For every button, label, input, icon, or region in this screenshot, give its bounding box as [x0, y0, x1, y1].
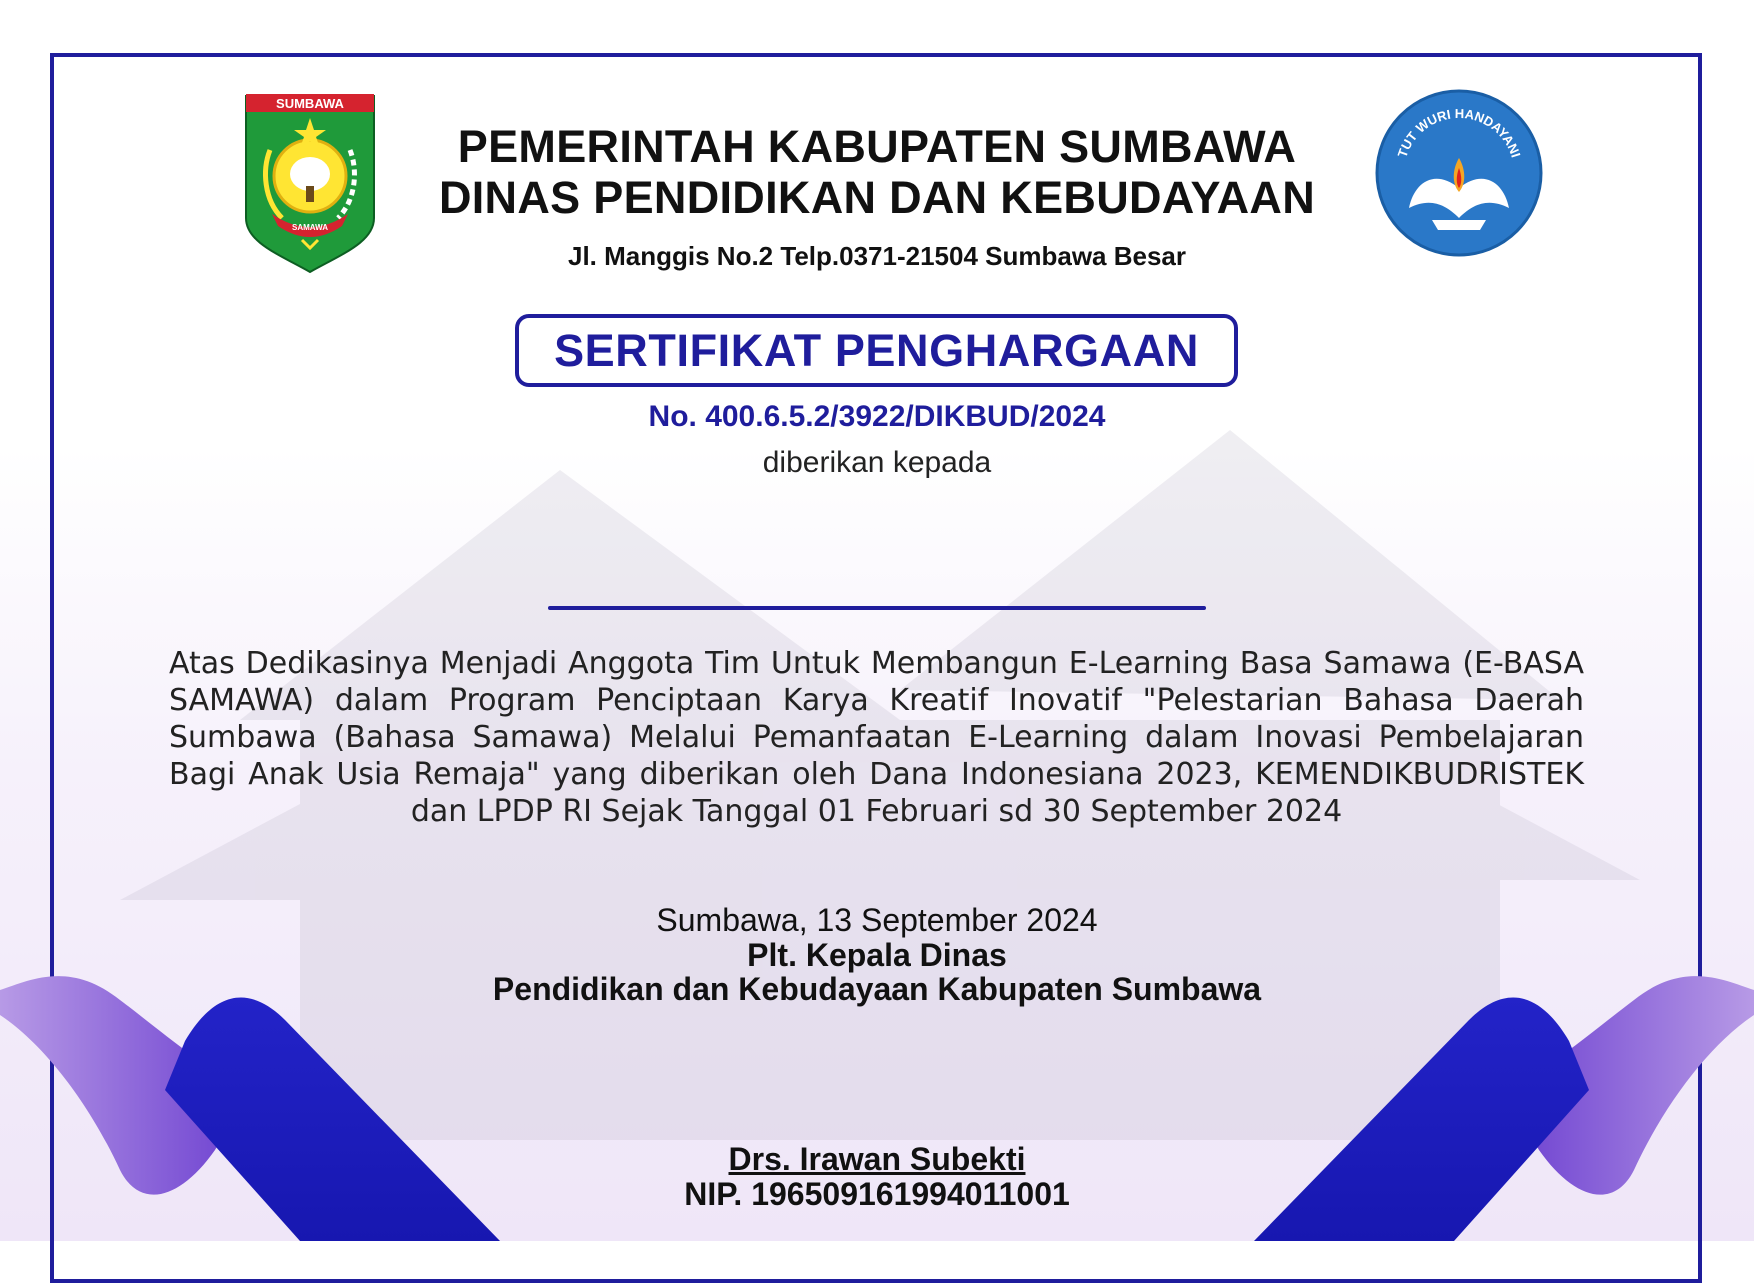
emblem-banner-text: SUMBAWA — [276, 96, 344, 111]
given-to-label: diberikan kepada — [762, 446, 992, 479]
award-description: Atas Dedikasinya Menjadi Anggota Tim Untuk Membangun E-Learning Basa Samawa (E-BASA SAMAWA) dalam Program Penciptaan Karya Kreatif Inovatif "Pelestarian Bahasa Daerah Sumbawa (Bahasa Samawa) Melalui Pemanfaatan E-Learning dalam Inovasi Pembelajaran Bagi Anak Usia Remaja" yang diberikan oleh Dana Indonesiana 2023, KEMENDIKBUDRISTEK dan LPDP RI Sejak Tanggal 01 Februari sd 30 September 2024 — [169, 646, 1584, 829]
header-government-title: PEMERINTAH KABUPATEN SUMBAWA — [457, 121, 1297, 172]
signature-position-department: Pendidikan dan Kebudayaan Kabupaten Sumbawa — [492, 971, 1262, 1007]
emblem-arc-text: TUT WURI HANDAYANI — [1394, 105, 1524, 160]
certificate-title: SERTIFIKAT PENGHARGAAN — [515, 314, 1238, 387]
signature-place-date: Sumbawa, 13 September 2024 — [656, 902, 1098, 938]
certificate-number: No. 400.6.5.2/3922/DIKBUD/2024 — [648, 400, 1106, 433]
signature-position-title: Plt. Kepala Dinas — [747, 937, 1007, 973]
emblem-ribbon-text: SAMAWA — [292, 223, 328, 232]
signer-nip: NIP. 196509161994011001 — [684, 1176, 1070, 1212]
signer-name: Drs. Irawan Subekti — [728, 1141, 1026, 1177]
header-address: Jl. Manggis No.2 Telp.0371-21504 Sumbawa Besar — [568, 241, 1186, 271]
header-department-title: DINAS PENDIDIKAN DAN KEBUDAYAAN — [438, 172, 1316, 223]
recipient-name-line — [548, 606, 1206, 610]
